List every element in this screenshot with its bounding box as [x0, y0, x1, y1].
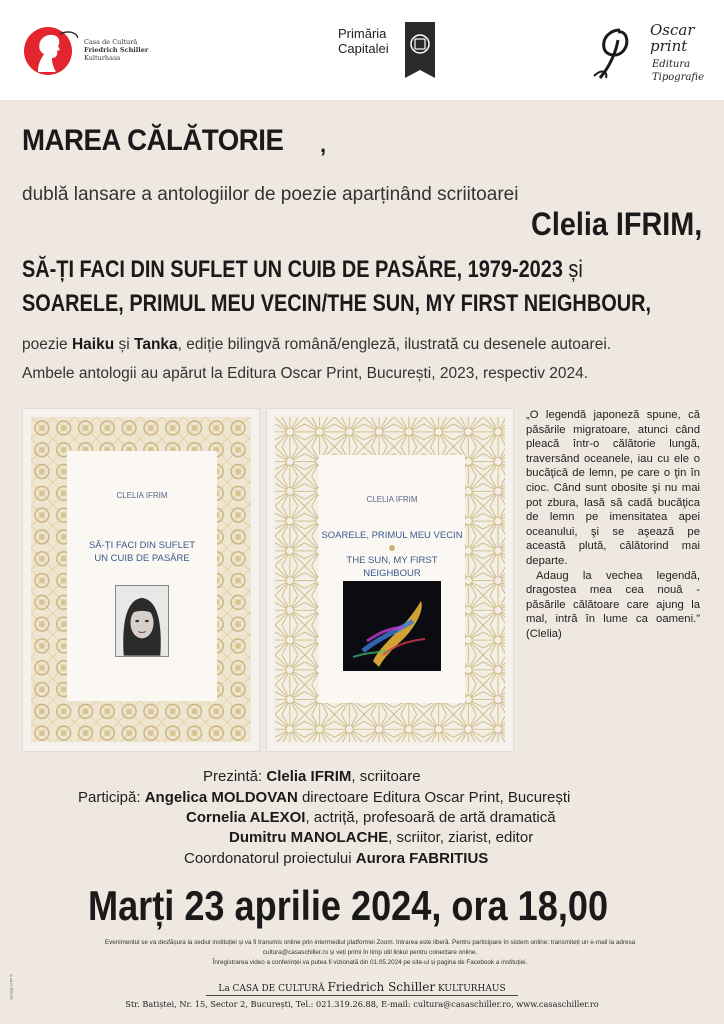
participant-1-name: Angelica MOLDOVAN	[144, 789, 298, 806]
logo-right-line1: Oscar	[650, 21, 695, 39]
logo-left-line1: Casa de Cultură	[84, 38, 138, 46]
logo-mid-line1: Primăria	[338, 26, 387, 41]
book1-conjunction: și	[562, 256, 583, 283]
participant-row-1	[78, 789, 570, 806]
event-title-comma: ,	[320, 132, 327, 157]
quote-paragraph-1: „O legendă japoneză spune, că păsările migratoare, atunci când pleacă într-o călătorie lungă, traversând oceanele, iau cu ele o bucăţică de lemn, pe care o ţin în cioc. Când sunt obosite şi nu mai pot zbura, lasă să cadă bucăţica de lemn pe imensitatea apei oceanului, şi se aşează pe această plută, călătorind mai departe.	[526, 409, 700, 567]
footer-org-post: KULTURHAUS	[435, 984, 506, 994]
logo-right-line3: Editura	[652, 59, 691, 70]
presenter-role: , scriitoare	[351, 768, 421, 785]
casa-schiller-logo	[24, 24, 174, 78]
edition-mid: și	[114, 336, 135, 353]
cover1-author: CLELIA IFRIM	[116, 491, 168, 500]
coordinator-label: Coordonatorul proiectului	[184, 850, 356, 867]
edition-tanka: Tanka	[134, 336, 178, 353]
book-cover-2	[266, 408, 514, 752]
coat-of-arms-icon	[405, 22, 435, 78]
cover2-title-line2: THE SUN, MY FIRST NEIGHBOUR	[346, 555, 438, 579]
logo-mid-line2: Capitalei	[338, 41, 389, 56]
author-name: Clelia IFRIM,	[530, 206, 702, 242]
presents-label: Prezintă:	[203, 768, 267, 785]
logo-right-line2: print	[650, 37, 688, 55]
coordinator-name: Aurora FABRITIUS	[355, 850, 489, 867]
oscar-print-logo	[592, 21, 705, 92]
cover-artwork	[343, 581, 441, 671]
logo-right-line4: Tipografie	[652, 72, 705, 83]
cover1-title-line1: SĂ-ȚI FACI DIN SUFLET	[88, 540, 196, 551]
book-cover-1	[22, 408, 260, 752]
participant-2-role: , actriță, profesoară de artă dramatică	[305, 809, 556, 826]
profile-silhouette-icon	[24, 24, 78, 78]
book1-title-text: SĂ-ȚI FACI DIN SUFLET UN CUIB DE PASĂRE, 1979-2023	[22, 256, 563, 283]
footer-note-1: Evenimentul se va desfășura la sediul instituției și va fi transmis online prin intermediul platformei Zoom. Intrarea este liberă. Pentru participare în sistem online: transmiteți un e-mail la adresa	[104, 939, 636, 946]
event-subtitle: dublă lansare a antologiilor de poezie aparținând scriitoarei	[22, 184, 519, 205]
footer-note-3: Înregistrarea video a conferinței va putea fi vizionată din 01.05.2024 pe site-ul și pagina de Facebook a instituției.	[212, 959, 528, 966]
cover2-title	[319, 529, 465, 580]
author-portrait	[115, 585, 169, 657]
presenter-name: Clelia IFRIM	[266, 768, 352, 785]
event-title: MAREA CĂLĂTORIE	[22, 124, 284, 157]
participant-3-name: Dumitru MANOLACHE	[229, 829, 389, 846]
edition-pre: poezie	[22, 336, 72, 353]
participant-row-2	[186, 809, 556, 826]
participant-3-role: , scriitor, ziarist, editor	[388, 829, 534, 846]
edition-post: , ediție bilingvă română/engleză, ilustrată cu desenele autoarei.	[177, 336, 612, 353]
footer-divider	[206, 995, 518, 996]
participant-1-role: directoare Editura Oscar Print, București	[297, 789, 571, 806]
edition-haiku: Haiku	[71, 336, 115, 353]
participant-2-name: Cornelia ALEXOI	[186, 809, 306, 826]
participants-label: Participă:	[78, 789, 145, 806]
primaria-logo	[338, 22, 438, 78]
cover2-title-line1: SOARELE, PRIMUL MEU VECIN	[321, 530, 463, 541]
side-credit-text: Design DTP ©	[8, 973, 14, 1000]
cover2-sun-dot	[319, 542, 465, 554]
publication-note: Ambele antologii au apărut la Editura Oscar Print, București, 2023, respectiv 2024.	[22, 365, 589, 382]
footer-organization	[0, 980, 724, 994]
cover1-panel	[67, 451, 217, 701]
presenter-row	[203, 768, 421, 785]
cover1-title	[67, 539, 217, 565]
header-bar	[0, 0, 724, 100]
footer-address: Str. Batiștei, Nr. 15, Sector 2, București, Tel.: 021.319.26.88, E-mail: cultura@casaschiller.ro, www.casaschiller.ro	[125, 999, 599, 1009]
legend-quote	[526, 408, 700, 642]
event-date: Marți 23 aprilie 2024, ora 18,00	[88, 882, 609, 929]
coordinator-row	[184, 850, 488, 867]
quote-paragraph-2: Adaug la vechea legendă, dragostea mea cea nouă - păsările călătoare care ajung la mal, intră în lume ca oameni.” (Clelia)	[526, 569, 700, 640]
participant-row-3	[229, 829, 533, 846]
footer-org-name: Friedrich Schiller	[327, 980, 436, 994]
edition-description	[22, 336, 611, 354]
footer-org-pre: La CASA DE CULTURĂ	[218, 984, 328, 994]
logo-left-line3: Kulturhaus	[84, 54, 121, 62]
book1-title	[22, 256, 583, 284]
footer-note-2: cultura@casaschiller.ro și veți primi în timp util linkul pentru conectare online.	[262, 949, 478, 956]
book2-title: SOARELE, PRIMUL MEU VECIN/THE SUN, MY FIRST NEIGHBOUR,	[22, 290, 652, 317]
cover1-title-line2: UN CUIB DE PASĂRE	[94, 553, 190, 564]
cover2-author: CLELIA IFRIM	[366, 495, 418, 504]
logo-left-line2: Friedrich Schiller	[84, 46, 149, 54]
cover2-panel	[319, 455, 465, 703]
